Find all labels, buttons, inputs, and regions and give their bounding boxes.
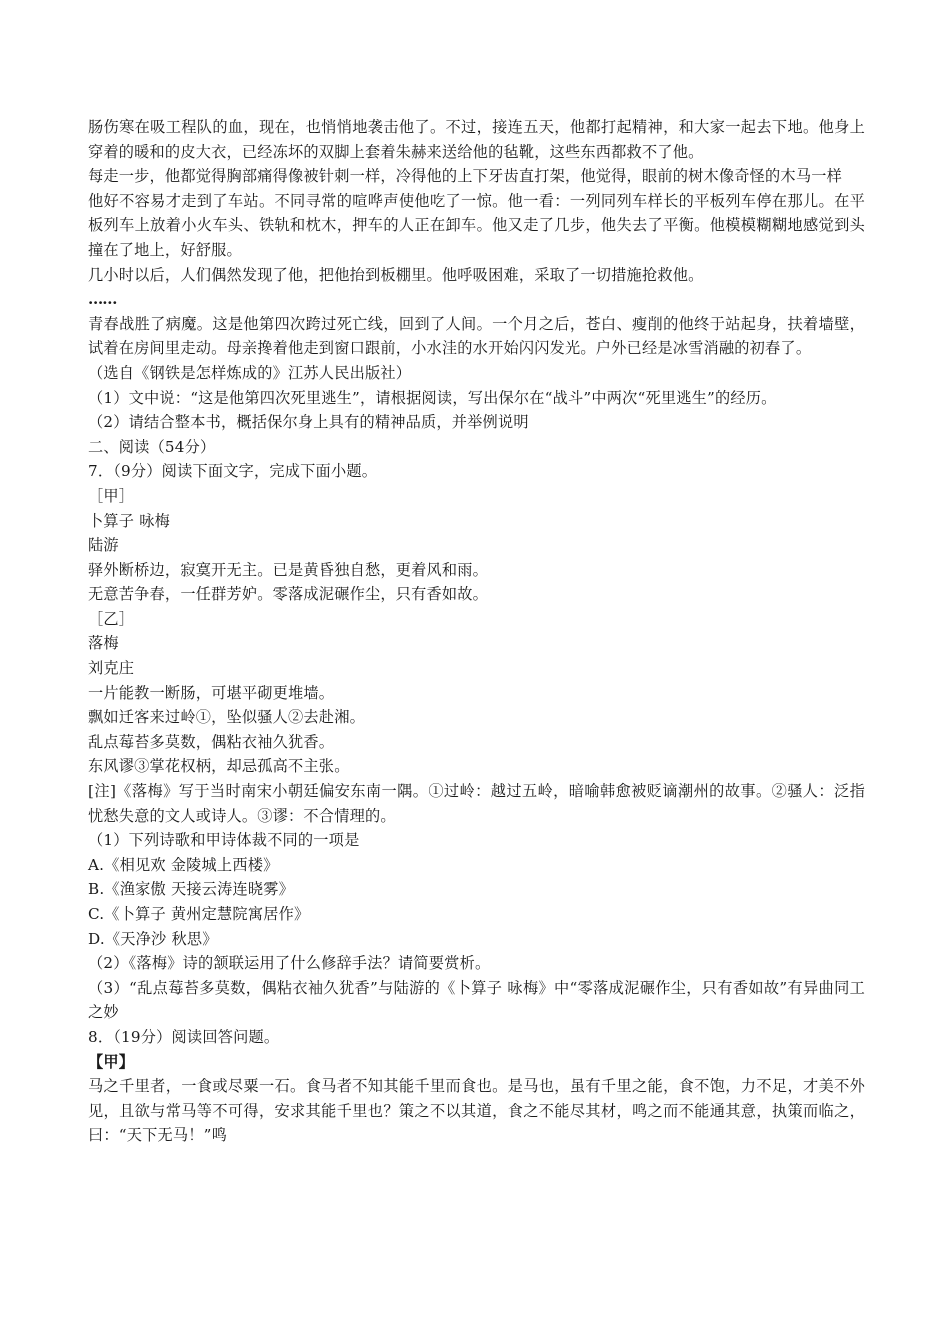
ellipsis-line: …… [88,290,117,309]
option-b: B.《渔家傲 天接云涛连晓雾》 [88,880,295,899]
source-citation: （选自《钢铁是怎样炼成的》江苏人民出版社） [88,363,412,382]
part-label-jia: ［甲］ [88,486,135,505]
text-line: 马之千里者，一食或尽粟一石。食马者不知其能千里而食也。是马也，虽有千里之能，食不饱，力不足，才美不外见，且欲与常马等不可得，安求其能千里也？策之不以其道，食之不能尽其材，鸣之而不能通其意，执策而临之，曰：“天下无马！”鸣 [88,1077,865,1145]
text-line: 每走一步，他都觉得胸部痛得像被针刺一样，冷得他的上下牙齿直打架，他觉得，眼前的树木像奇怪的木马一样 [88,167,842,186]
poem-line: 东风谬③掌花权柄，却忌孤高不主张。 [88,757,350,776]
question-8-heading: 8．（19分）阅读回答问题。 [88,1027,280,1046]
sub-question-2: （2）《落梅》诗的颔联运用了什么修辞手法？请简要赏析。 [88,954,491,973]
text-line: 他好不容易才走到了车站。不同寻常的喧哗声使他吃了一惊。他一看：一列同列车样长的平板列车停在那儿。在平板列车上放着小火车头、铁轨和枕木，押车的人正在卸车。他又走了几步，他失去了平衡。他模模糊糊地感觉到头撞在了地上，好舒服。 [88,191,865,259]
poem-line: 驿外断桥边，寂寞开无主。已是黄昏独自愁，更着风和雨。 [88,560,489,579]
option-d: D.《天净沙 秋思》 [88,929,218,948]
option-a: A.《相见欢 金陵城上西楼》 [88,855,279,874]
poem-line: 乱点莓苔多莫数，偶粘衣袖久犹香。 [88,732,335,751]
poem-author: 刘克庄 [88,659,135,678]
question-7-heading: 7．（9分）阅读下面文字，完成下面小题。 [88,462,378,481]
poem-notes: [注]《落梅》写于当时南宋小朝廷偏安东南一隅。①过岭：越过五岭，暗喻韩愈被贬谪潮州的故事。②骚人：泛指忧愁失意的文人或诗人。③谬：不合情理的。 [88,782,865,825]
poem-title: 落梅 [88,634,119,653]
document-body [88,115,865,1148]
sub-question-1: （1）下列诗歌和甲诗体裁不同的一项是 [88,831,360,850]
option-c: C.《卜算子 黄州定慧院寓居作》 [88,905,310,923]
question-2: （2）请结合整本书，概括保尔身上具有的精神品质，并举例说明 [88,413,529,432]
section-heading: 二、阅读（54分） [88,437,216,456]
poem-author: 陆游 [88,536,119,555]
poem-line: 一片能教一断肠，可堪平砌更堆墙。 [88,683,335,702]
poem-line: 飘如迁客来过岭①，坠似骚人②去赴湘。 [88,708,365,727]
text-line: 几小时以后，人们偶然发现了他，把他抬到板棚里。他呼吸困难，采取了一切措施抢救他。 [88,265,704,284]
question-1: （1）文中说：“这是他第四次死里逃生”，请根据阅读，写出保尔在“战斗”中两次“死里逃生”的经历。 [88,388,777,407]
part-label-jia-bracket: 【甲】 [88,1052,135,1071]
part-label-yi: ［乙］ [88,609,135,628]
text-line: 青春战胜了病魔。这是他第四次跨过死亡线，回到了人间。一个月之后，苍白、瘦削的他终于站起身，扶着墙壁，试着在房间里走动。母亲搀着他走到窗口跟前，小水洼的水开始闪闪发光。户外已经是冰雪消融的初春了。 [88,314,865,358]
sub-question-3: （3）“乱点莓苔多莫数，偶粘衣袖久犹香”与陆游的《卜算子 咏梅》中“零落成泥碾作尘，只有香如故”有异曲同工之妙 [88,978,865,1022]
poem-line: 无意苦争春，一任群芳妒。零落成泥碾作尘，只有香如故。 [88,585,489,604]
poem-title: 卜算子 咏梅 [88,511,170,530]
text-line: 肠伤寒在吸工程队的血，现在，也悄悄地袭击他了。不过，接连五天，他都打起精神，和大家一起去下地。他身上穿着的暖和的皮大衣，已经冻坏的双脚上套着朱赫来送给他的毡靴，这些东西都救不了他。 [88,118,865,161]
